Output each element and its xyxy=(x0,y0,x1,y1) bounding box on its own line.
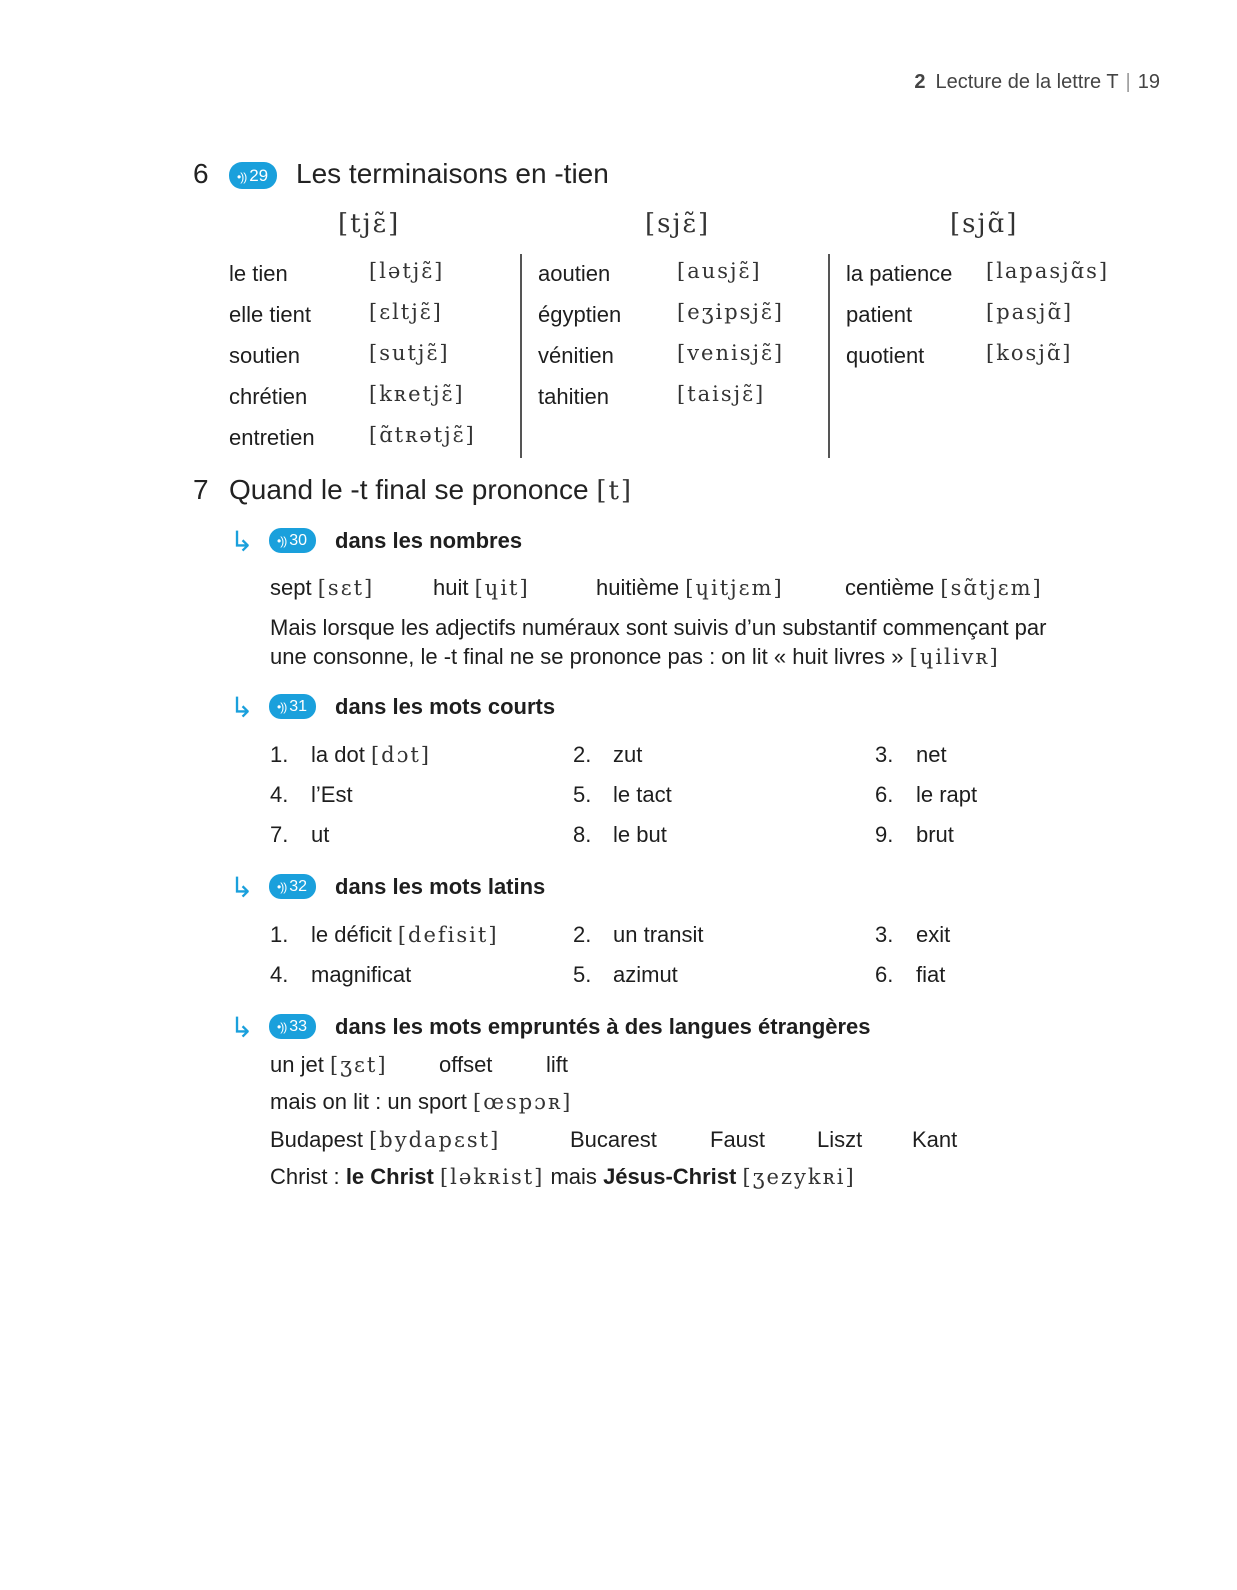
audio-badge-29[interactable] xyxy=(229,162,277,189)
list-item: l’Est xyxy=(311,782,353,807)
section-6-number: 6 xyxy=(193,158,209,189)
list-number: 3. xyxy=(875,922,894,947)
sound-icon: •)) xyxy=(277,1020,287,1034)
word: centième xyxy=(845,575,935,600)
ipa: [defisit] xyxy=(397,923,499,947)
ipa: [sɑ̃tjɛm] xyxy=(940,576,1043,600)
header-divider: | xyxy=(1125,71,1131,93)
word: Budapest xyxy=(270,1127,363,1152)
section-7-title-ipa: [t] xyxy=(596,476,634,506)
borrowed-word xyxy=(270,1052,388,1078)
ipa-entry: [pasjɑ̃] xyxy=(986,300,1074,324)
column-head-sjen: [sjɛ̃] xyxy=(645,209,711,239)
list-item xyxy=(311,922,499,948)
ipa: [ɥitjɛm] xyxy=(685,576,784,600)
list-number: 1. xyxy=(270,742,289,767)
sound-icon: •)) xyxy=(237,170,247,184)
ipa-entry: [eʒipsjɛ̃] xyxy=(677,300,784,324)
ipa: [ʒɛt] xyxy=(329,1053,388,1077)
chapter-title: Lecture de la lettre T xyxy=(935,71,1119,93)
list-item: un transit xyxy=(613,922,704,947)
list-item: exit xyxy=(916,922,951,947)
word: sept xyxy=(270,575,312,600)
list-number: 5. xyxy=(573,962,592,987)
list-item: ut xyxy=(311,822,330,847)
borrowed-word: Faust xyxy=(710,1127,766,1152)
borrowed-line xyxy=(270,1164,856,1190)
arrow-icon: ↳ xyxy=(230,526,254,557)
bold-word: Jésus-Christ xyxy=(603,1164,737,1189)
section-7-title-text: Quand le -t final se prononce xyxy=(229,474,589,505)
word: huitième xyxy=(596,575,680,600)
borrowed-word: Kant xyxy=(912,1127,958,1152)
section-6-title: Les terminaisons en -tien xyxy=(296,158,609,189)
word: huit xyxy=(433,575,469,600)
audio-track-number: 29 xyxy=(249,166,269,185)
ipa: [ʒezykʀi] xyxy=(742,1165,856,1189)
word-entry: chrétien xyxy=(229,384,308,409)
borrowed-word xyxy=(270,1127,500,1153)
connector: mais xyxy=(550,1164,597,1189)
arrow-icon: ↳ xyxy=(230,872,254,903)
ipa: [ləkʀist] xyxy=(439,1165,545,1189)
ipa-entry: [kʀetjɛ̃] xyxy=(369,382,465,406)
word-entry: quotient xyxy=(846,343,925,368)
section-7-number: 7 xyxy=(193,474,209,505)
list-number: 6. xyxy=(875,782,894,807)
word-entry: vénitien xyxy=(538,343,614,368)
list-number: 7. xyxy=(270,822,289,847)
ipa: [bydapɛst] xyxy=(369,1128,501,1152)
ipa: [œspɔʀ] xyxy=(473,1090,573,1114)
list-number: 8. xyxy=(573,822,592,847)
ipa: [dɔt] xyxy=(370,743,431,767)
word: un jet xyxy=(270,1052,324,1077)
number-item xyxy=(433,575,530,601)
list-number: 4. xyxy=(270,962,289,987)
audio-badge-33[interactable] xyxy=(269,1014,316,1039)
word-entry: elle tient xyxy=(229,302,311,327)
list-number: 4. xyxy=(270,782,289,807)
list-item xyxy=(311,742,431,768)
sound-icon: •)) xyxy=(277,534,287,548)
audio-track-number: 33 xyxy=(289,1018,307,1035)
word-entry: tahitien xyxy=(538,384,609,409)
borrowed-word: offset xyxy=(439,1052,493,1077)
word-entry: soutien xyxy=(229,343,300,368)
ipa-entry: [lapasjɑ̃s] xyxy=(986,259,1110,283)
ipa-entry: [sutjɛ̃] xyxy=(369,341,450,365)
word-entry: égyptien xyxy=(538,302,622,327)
list-item: azimut xyxy=(613,962,678,987)
bold-word: le Christ xyxy=(345,1164,434,1189)
ipa-entry: [ɛltjɛ̃] xyxy=(369,300,443,324)
note-ipa: [ɥilivʀ] xyxy=(909,645,1000,669)
borrowed-word: Bucarest xyxy=(570,1127,657,1152)
word: la dot xyxy=(311,742,365,767)
chapter-number: 2 xyxy=(914,71,926,93)
word-entry: la patience xyxy=(846,261,953,286)
ipa-entry: [venisjɛ̃] xyxy=(677,341,785,365)
arrow-icon: ↳ xyxy=(230,692,254,723)
audio-track-number: 30 xyxy=(289,532,307,549)
word: le déficit xyxy=(311,922,392,947)
list-item: zut xyxy=(613,742,643,767)
ipa-entry: [taisjɛ̃] xyxy=(677,382,766,406)
subsection-title: dans les mots empruntés à des langues étrangères xyxy=(335,1014,871,1039)
list-item: magnificat xyxy=(311,962,412,987)
lead: Christ : xyxy=(270,1164,340,1189)
ipa-entry: [lətjɛ̃] xyxy=(369,259,445,283)
list-number: 2. xyxy=(573,922,592,947)
note-text: une consonne, le -t final ne se prononce pas : on lit « huit livres » xyxy=(270,644,904,669)
list-number: 9. xyxy=(875,822,894,847)
number-item xyxy=(596,575,784,601)
page-number: 19 xyxy=(1137,71,1160,93)
section-7-title xyxy=(229,474,633,506)
list-item: le tact xyxy=(613,782,672,807)
word-entry: entretien xyxy=(229,425,315,450)
number-item xyxy=(845,575,1043,601)
ipa-entry: [kosjɑ̃] xyxy=(986,341,1073,365)
audio-track-number: 32 xyxy=(289,878,307,895)
sound-icon: •)) xyxy=(277,700,287,714)
audio-badge-32[interactable] xyxy=(269,874,316,899)
sound-icon: •)) xyxy=(277,880,287,894)
note-line-2 xyxy=(270,644,1000,670)
borrowed-line xyxy=(270,1089,572,1115)
column-divider xyxy=(520,254,522,458)
audio-badge-31[interactable] xyxy=(269,694,316,719)
list-item: net xyxy=(916,742,947,767)
borrowed-word: Liszt xyxy=(817,1127,863,1152)
list-item: fiat xyxy=(916,962,946,987)
running-header xyxy=(914,71,1160,94)
text: mais on lit : un sport xyxy=(270,1089,467,1114)
subsection-title: dans les mots latins xyxy=(335,874,546,899)
subsection-title: dans les mots courts xyxy=(335,694,556,719)
arrow-icon: ↳ xyxy=(230,1012,254,1043)
list-number: 3. xyxy=(875,742,894,767)
audio-badge-30[interactable] xyxy=(269,528,316,553)
column-divider xyxy=(828,254,830,458)
column-head-tjen: [tjɛ̃] xyxy=(338,209,401,239)
audio-track-number: 31 xyxy=(289,698,307,715)
ipa: [ɥit] xyxy=(474,576,530,600)
number-item xyxy=(270,575,374,601)
word-entry: le tien xyxy=(229,261,288,286)
subsection-title: dans les nombres xyxy=(335,528,523,553)
list-item: le rapt xyxy=(916,782,978,807)
word-entry: aoutien xyxy=(538,261,611,286)
ipa-entry: [ausjɛ̃] xyxy=(677,259,762,283)
note-line-1: Mais lorsque les adjectifs numéraux sont suivis d’un substantif commençant par xyxy=(270,615,1047,640)
list-number: 1. xyxy=(270,922,289,947)
list-number: 5. xyxy=(573,782,592,807)
ipa: [sɛt] xyxy=(317,576,375,600)
list-number: 6. xyxy=(875,962,894,987)
word-entry: patient xyxy=(846,302,913,327)
borrowed-word: lift xyxy=(546,1052,568,1077)
column-head-sjan: [sjɑ̃] xyxy=(950,209,1019,239)
list-item: brut xyxy=(916,822,954,847)
ipa-entry: [ɑ̃tʀətjɛ̃] xyxy=(369,423,476,447)
list-item: le but xyxy=(613,822,667,847)
list-number: 2. xyxy=(573,742,592,767)
